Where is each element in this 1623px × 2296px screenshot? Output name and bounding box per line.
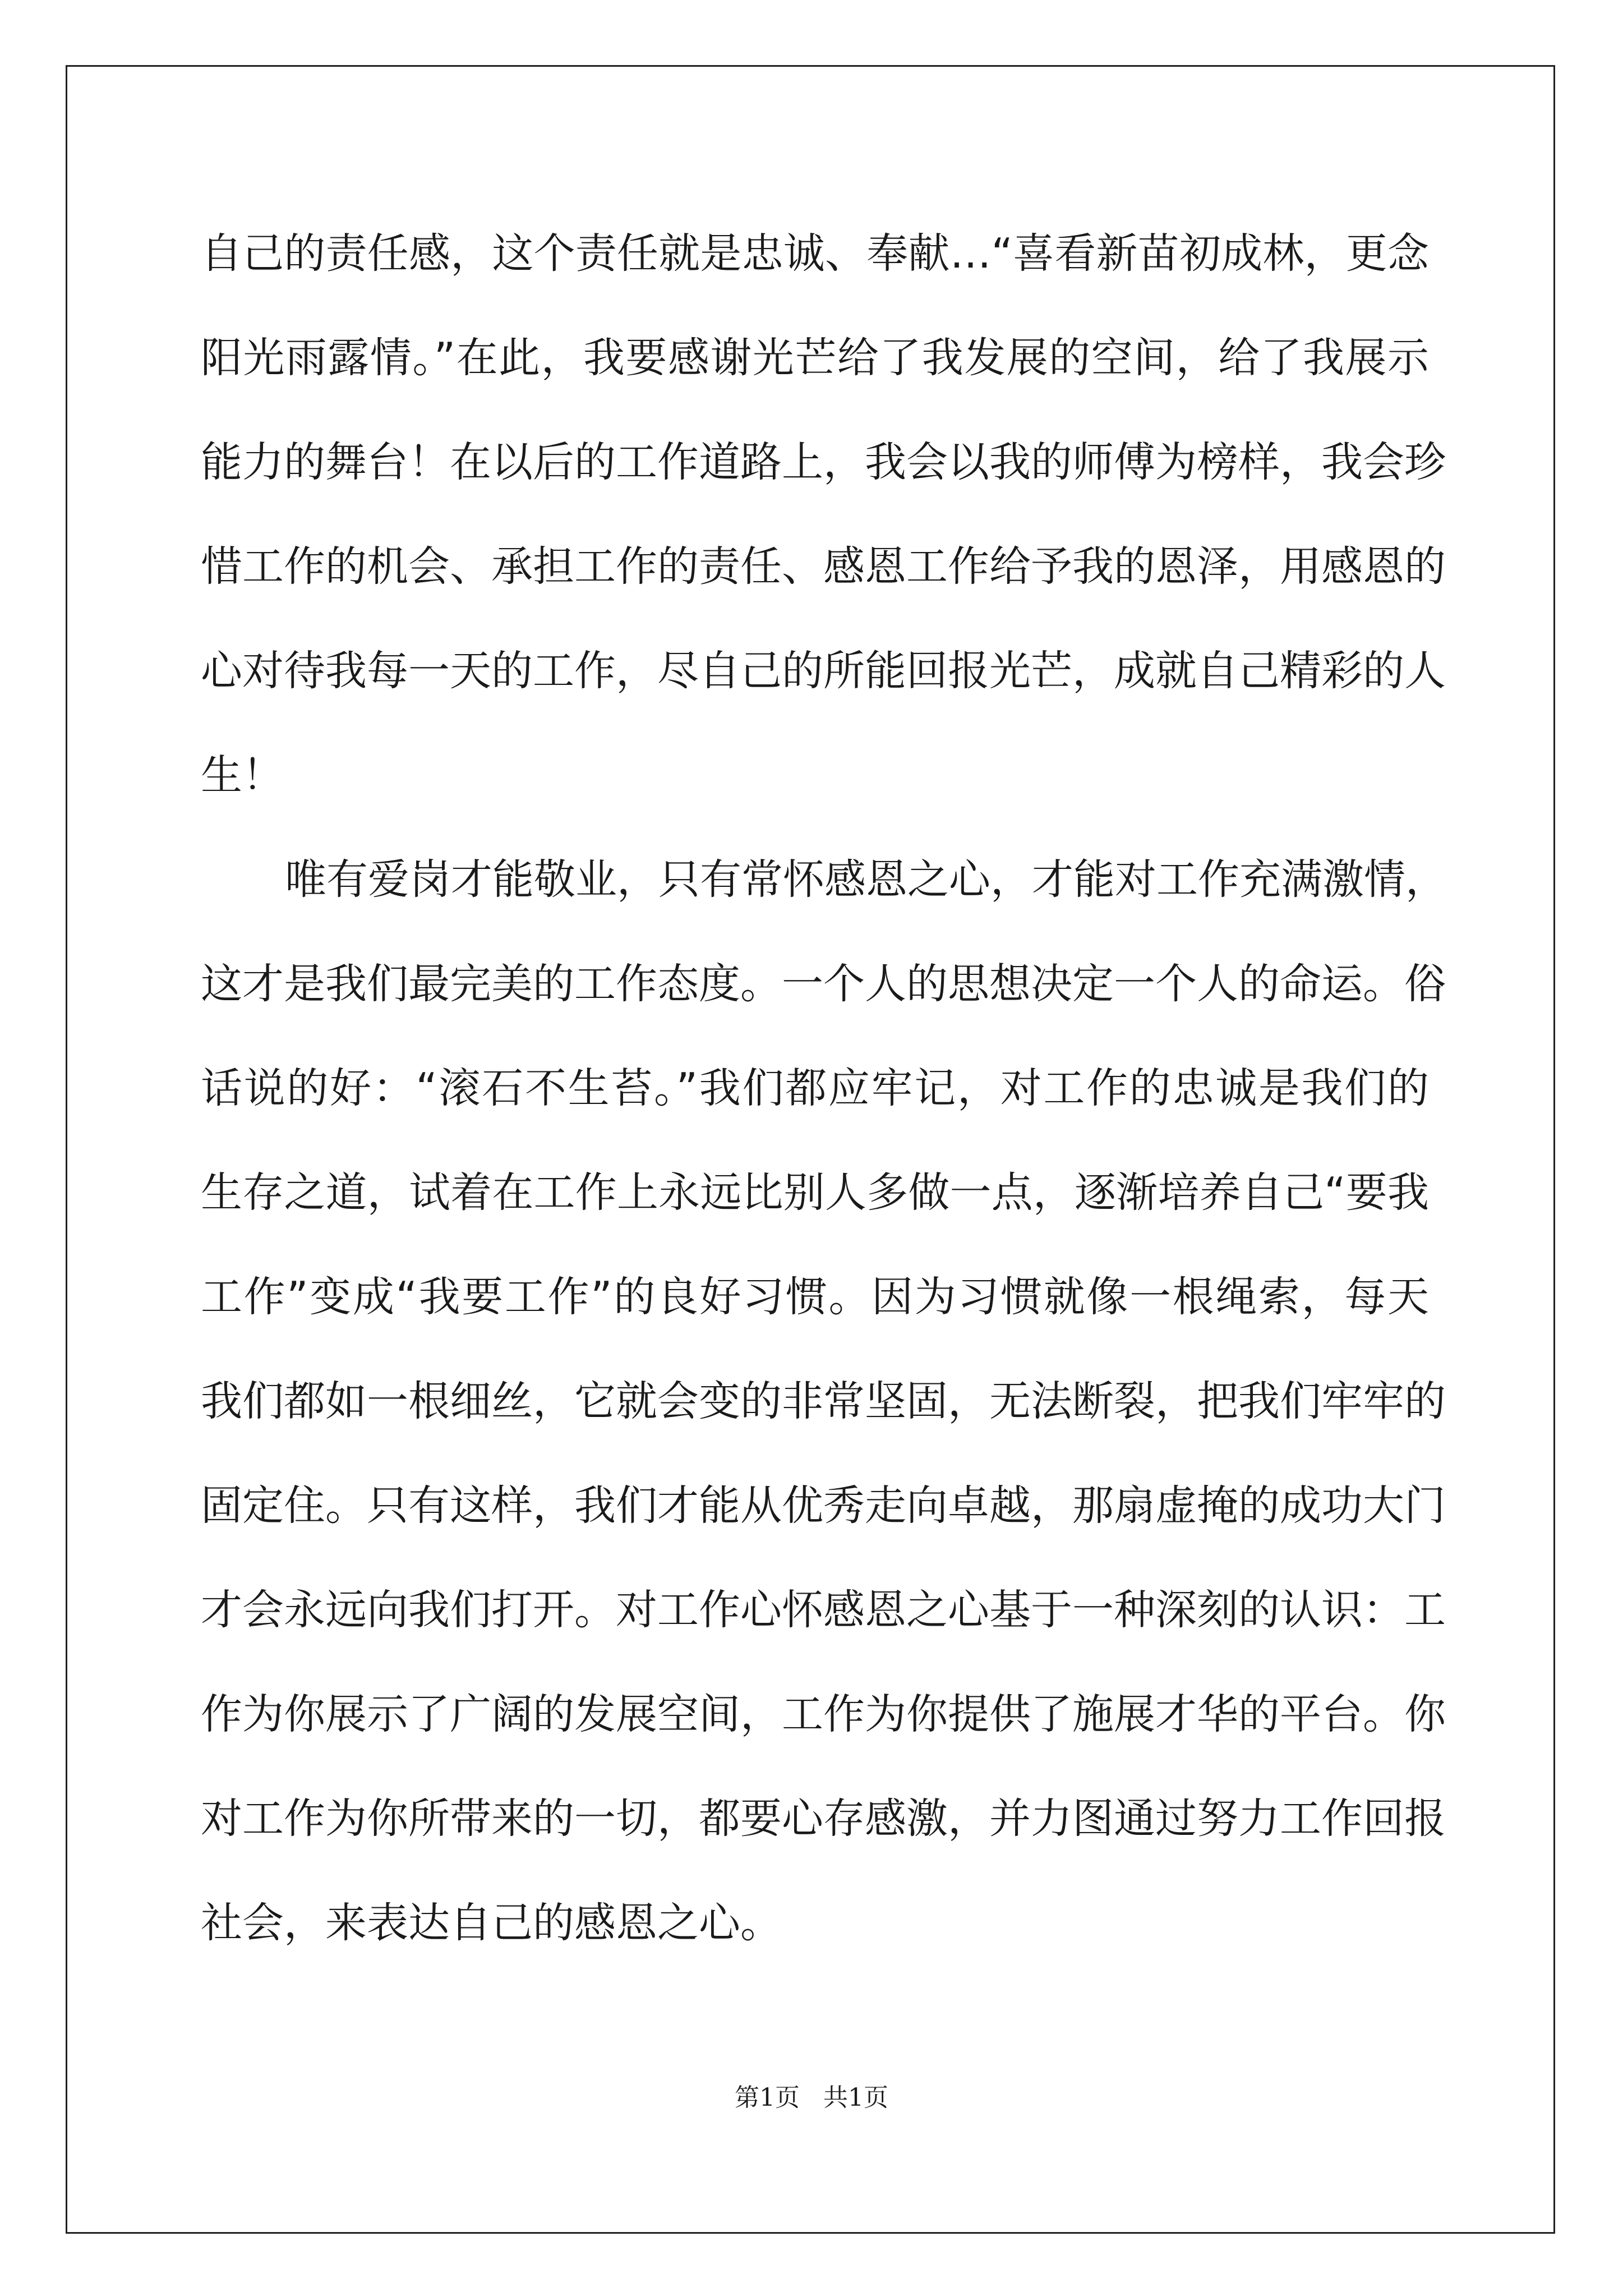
paragraph-2-line-8: 才会永远向我们打开。对工作心怀感恩之心基于一种深刻的认识：工: [201, 1586, 1446, 1634]
paragraph-2-line-9: 作为你展示了广阔的发展空间，工作为你提供了施展才华的平台。你: [201, 1690, 1446, 1738]
paragraph-2-line-11: 社会，来表达自己的感恩之心。: [201, 1899, 782, 1947]
paragraph-2-line-10: 对工作为你所带来的一切，都要心存感激，并力图通过努力工作回报: [201, 1795, 1446, 1843]
paragraph-1-line-6: 生！: [201, 751, 284, 799]
paragraph-2-line-2: 这才是我们最完美的工作态度。一个人的思想决定一个人的命运。俗: [201, 960, 1446, 1008]
paragraph-2-line-5: 工作”变成“我要工作”的良好习惯。因为习惯就像一根绳索，每天: [201, 1273, 1429, 1321]
page-footer: 第1页 共1页: [735, 2083, 888, 2112]
paragraph-2-line-1: 唯有爱岗才能敬业，只有常怀感恩之心，才能对工作充满激情，: [285, 855, 1447, 904]
paragraph-1-line-5: 心对待我每一天的工作，尽自己的所能回报光芒，成就自己精彩的人: [201, 647, 1446, 695]
paragraph-1-line-1: 自己的责任感，这个责任就是忠诚、奉献…“喜看新苗初成林，更念: [201, 229, 1429, 278]
paragraph-1-line-3: 能力的舞台！在以后的工作道路上，我会以我的师傅为榜样，我会珍: [201, 438, 1446, 486]
paragraph-2-line-4: 生存之道，试着在工作上永远比别人多做一点，逐渐培养自己“要我: [201, 1168, 1429, 1217]
paragraph-2-line-6: 我们都如一根细丝，它就会变的非常坚固，无法断裂，把我们牢牢的: [201, 1377, 1446, 1425]
paragraph-2-line-7: 固定住。只有这样，我们才能从优秀走向卓越，那扇虚掩的成功大门: [201, 1481, 1446, 1530]
paragraph-1-line-2: 阳光雨露情。”在此，我要感谢光芒给了我发展的空间，给了我展示: [201, 334, 1429, 382]
paragraph-1-line-4: 惜工作的机会、承担工作的责任、感恩工作给予我的恩泽，用感恩的: [201, 542, 1446, 591]
paragraph-2-line-3: 话说的好：“滚石不生苔。”我们都应牢记，对工作的忠诚是我们的: [201, 1064, 1429, 1112]
